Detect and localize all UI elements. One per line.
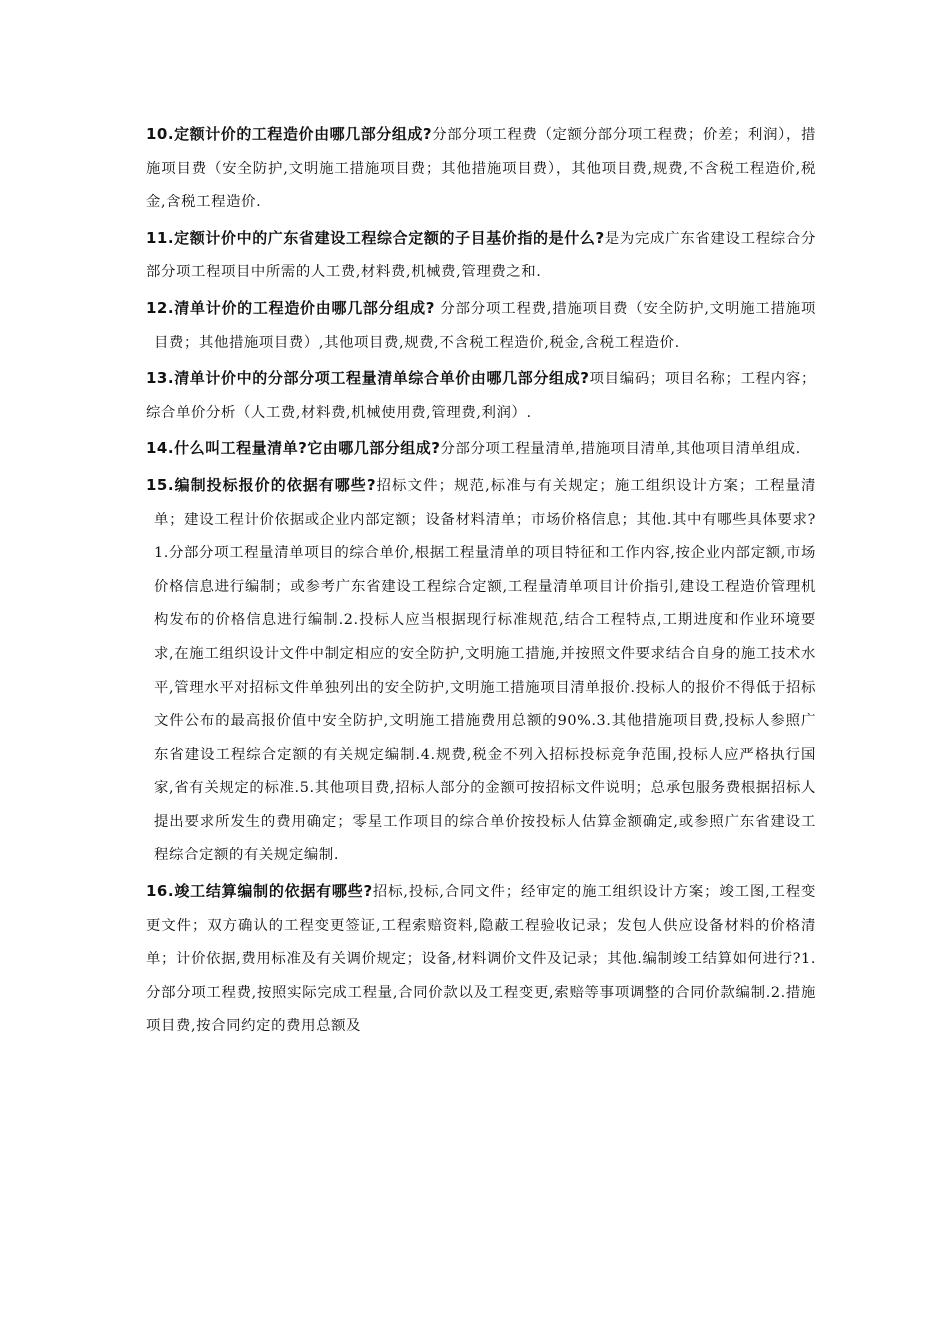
question-12: 12.清单计价的工程造价由哪几部分组成? <box>146 298 435 317</box>
qa-item-12 <box>146 292 816 360</box>
question-15: 15.编制投标报价的依据有哪些? <box>146 475 377 494</box>
question-16: 16.竣工结算编制的依据有哪些? <box>146 882 373 901</box>
qa-item-11 <box>146 222 816 290</box>
question-14: 14.什么叫工程量清单?它由哪几部分组成? <box>146 439 441 458</box>
qa-item-16 <box>146 875 816 1044</box>
answer-15: 招标文件；规范,标准与有关规定；施工组织设计方案；工程量清单；建设工程计价依据或企业内部定额；设备材料清单；市场价格信息；其他.其中有哪些具体要求?1.分部分项工程量清单项目的综合单价,根据工程量清单的项目特征和工作内容,按企业内部定额,市场价格信息进行编制；或参考广东省建设工程综合定额,工程量清单项目计价指引,建设工程造价管理机构发布的价格信息进行编制.2.投标人应当根据现行标准规范,结合工程特点,工期进度和作业环境要求,在施工组织设计文件中制定相应的安全防护,文明施工措施,并按照文件要求结合自身的施工技术水平,管理水平对招标文件单独列出的安全防护,文明施工措施项目清单报价.投标人的报价不得低于招标文件公布的最高报价值中安全防护,文明施工措施费用总额的90%.3.其他措施项目费,投标人参照广东省建设工程综合定额的有关规定编制.4.规费,税金不列入招标投标竞争范围,投标人应严格执行国家,省有关规定的标准.5.其他项目费,招标人部分的金额可按招标文件说明；总承包服务费根据招标人提出要求所发生的费用确定；零星工作项目的综合单价按投标人估算金额确定,或参照广东省建设工程综合定额的有关规定编制. <box>154 477 816 864</box>
qa-item-10 <box>146 118 816 220</box>
question-10: 10.定额计价的工程造价由哪几部分组成? <box>146 125 433 143</box>
document-page <box>146 118 816 1044</box>
qa-item-13 <box>146 362 816 430</box>
answer-14: 分部分项工程量清单,措施项目清单,其他项目清单组成. <box>440 441 801 458</box>
qa-item-14 <box>146 432 816 467</box>
answer-10: 分部分项工程费（定额分部分项工程费；价差；利润），措施项目费（安全防护,文明施工措施项目费；其他措施项目费），其他项目费,规费,不含税工程造价,税金,含税工程造价. <box>146 127 817 211</box>
answer-12: 分部分项工程费,措施项目费（安全防护,文明施工措施项目费；其他措施项目费）,其他项目费,规费,不含税工程造价,税金,含税工程造价. <box>154 300 816 351</box>
answer-11: 是为完成广东省建设工程综合分部分项工程项目中所需的人工费,材料费,机械费,管理费之和. <box>146 230 816 281</box>
question-11: 11.定额计价中的广东省建设工程综合定额的子目基价指的是什么? <box>146 228 605 247</box>
question-13: 13.清单计价中的分部分项工程量清单综合单价由哪几部分组成? <box>146 369 590 388</box>
qa-item-15 <box>146 469 816 873</box>
answer-13: 项目编码；项目名称；工程内容；综合单价分析（人工费,材料费,机械使用费,管理费,利润）. <box>146 371 816 421</box>
answer-16: 招标,投标,合同文件；经审定的施工组织设计方案；竣工图,工程变更文件；双方确认的工程变更签证,工程索赔资料,隐蔽工程验收记录；发包人供应设备材料的价格清单；计价依据,费用标准及有关调价规定；设备,材料调价文件及记录；其他.编制竣工结算如何进行?1.分部分项工程费,按照实际完成工程量,合同价款以及工程变更,索赔等事项调整的合同价款编制.2.措施项目费,按合同约定的费用总额及 <box>146 884 817 1035</box>
